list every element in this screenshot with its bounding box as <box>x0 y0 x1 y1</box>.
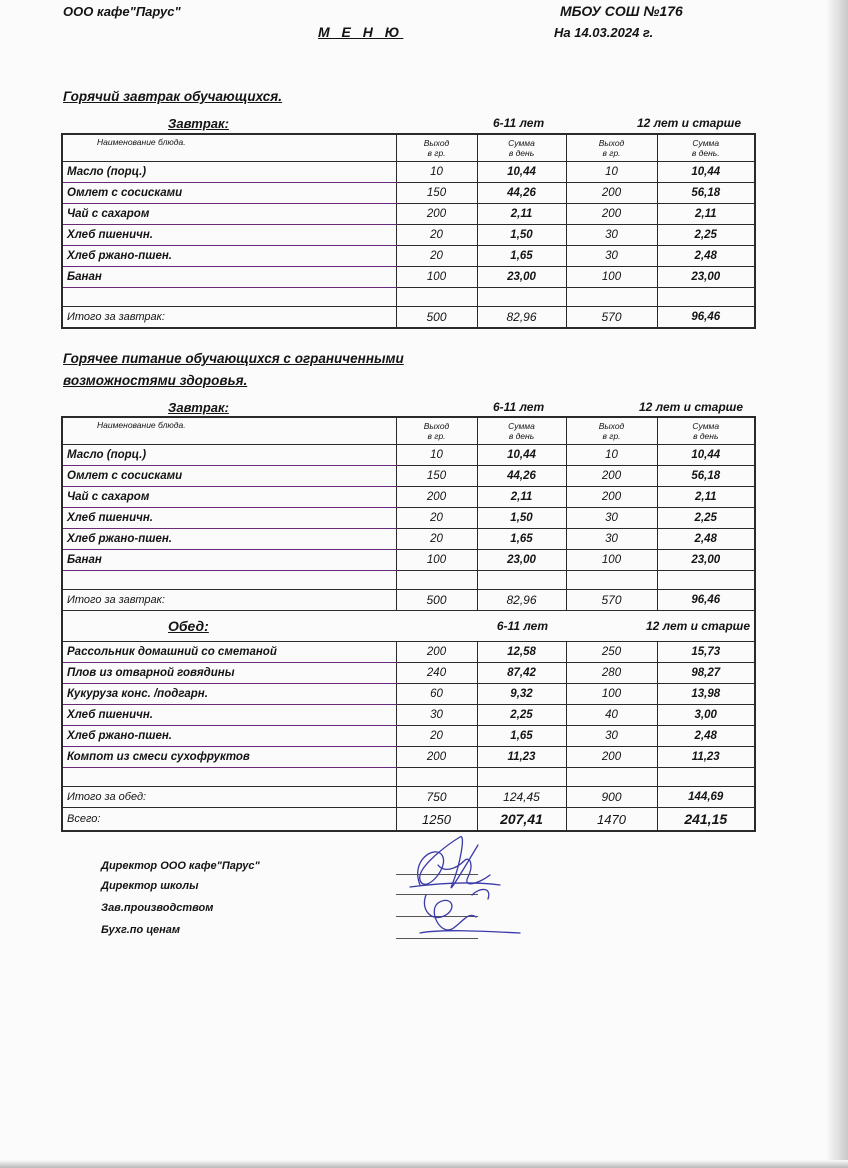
cell-out1: 200 <box>396 487 477 508</box>
cell-out1: 10 <box>396 162 477 183</box>
cell-out1: 100 <box>396 550 477 571</box>
grand-total-label: Всего: <box>62 808 396 832</box>
breakfast-total-row <box>62 590 755 611</box>
cell-sum2: 56,18 <box>657 183 755 204</box>
cell-sum1: 1,65 <box>477 726 566 747</box>
lunch-total-out1: 750 <box>396 787 477 808</box>
cell-sum1: 23,00 <box>477 267 566 288</box>
cell-sum1: 1,50 <box>477 225 566 246</box>
cell-sum1: 11,23 <box>477 747 566 768</box>
cell-sum2: 2,48 <box>657 529 755 550</box>
table-row <box>62 204 755 225</box>
sign-school-director: Директор школы <box>101 880 199 892</box>
company-name: ООО кафе"Парус" <box>63 4 181 19</box>
cell-sum2: 2,25 <box>657 508 755 529</box>
cell-out1: 20 <box>396 246 477 267</box>
cell-name: Хлеб пшеничн. <box>62 508 396 529</box>
col-out2-header: Выход в гр. <box>566 134 657 162</box>
table-row <box>62 487 755 508</box>
total-label: Итого за завтрак: <box>62 590 396 611</box>
cell-out1: 100 <box>396 267 477 288</box>
breakfast-label: Завтрак: <box>168 400 229 415</box>
cell-sum2: 10,44 <box>657 162 755 183</box>
cell-out1: 200 <box>396 204 477 225</box>
cell-name: Хлеб ржано-пшен. <box>62 529 396 550</box>
cell-out2: 100 <box>566 684 657 705</box>
lunch-total-sum1: 124,45 <box>477 787 566 808</box>
cell-out1: 20 <box>396 225 477 246</box>
age-group-1: 6-11 лет <box>493 116 545 130</box>
lunch-total-out2: 900 <box>566 787 657 808</box>
col-sum2-header: Сумма в день <box>657 417 755 445</box>
cell-out2: 200 <box>566 466 657 487</box>
col-sum1-header: Сумма в день <box>477 417 566 445</box>
total-sum2: 96,46 <box>657 590 755 611</box>
cell-out2: 100 <box>566 550 657 571</box>
table-row <box>62 183 755 204</box>
col-out2-header: Выход в гр. <box>566 417 657 445</box>
col-out1-header: Выход в гр. <box>396 134 477 162</box>
table-row <box>62 550 755 571</box>
blank-row <box>62 288 755 307</box>
cell-sum2: 98,27 <box>657 663 755 684</box>
cell-out2: 30 <box>566 246 657 267</box>
cell-sum2: 23,00 <box>657 550 755 571</box>
cell-sum2: 2,48 <box>657 726 755 747</box>
cell-name: Плов из отварной говядины <box>62 663 396 684</box>
grand-total-sum2: 241,15 <box>657 808 755 832</box>
cell-out1: 30 <box>396 705 477 726</box>
breakfast-label: Завтрак: <box>168 116 229 131</box>
special-needs-table <box>61 416 756 832</box>
cell-out2: 30 <box>566 529 657 550</box>
section2-title-line1: Горячее питание обучающихся с ограниченными <box>63 351 404 366</box>
cell-sum2: 13,98 <box>657 684 755 705</box>
cell-sum1: 2,11 <box>477 204 566 225</box>
total-out1: 500 <box>396 307 477 329</box>
col-sum2-header: Сумма в день. <box>657 134 755 162</box>
cell-out1: 150 <box>396 466 477 487</box>
cell-name: Хлеб ржано-пшен. <box>62 246 396 267</box>
cell-name: Чай с сахаром <box>62 487 396 508</box>
cell-name: Банан <box>62 267 396 288</box>
table-row <box>62 663 755 684</box>
cell-out1: 200 <box>396 747 477 768</box>
cell-out1: 150 <box>396 183 477 204</box>
cell-sum1: 1,65 <box>477 246 566 267</box>
scan-edge <box>826 0 848 1168</box>
cell-sum2: 15,73 <box>657 642 755 663</box>
cell-sum1: 23,00 <box>477 550 566 571</box>
table-row <box>62 642 755 663</box>
total-out2: 570 <box>566 307 657 329</box>
cell-sum1: 2,11 <box>477 487 566 508</box>
cell-sum2: 2,11 <box>657 204 755 225</box>
cell-out2: 100 <box>566 267 657 288</box>
cell-sum2: 56,18 <box>657 466 755 487</box>
cell-sum1: 2,25 <box>477 705 566 726</box>
cell-sum1: 44,26 <box>477 466 566 487</box>
table-row <box>62 705 755 726</box>
cell-sum1: 44,26 <box>477 183 566 204</box>
age-group-1: 6-11 лет <box>493 400 545 414</box>
age-group-2: 12 лет и старше <box>637 116 742 130</box>
breakfast-total-row <box>62 307 755 329</box>
cell-out2: 30 <box>566 726 657 747</box>
breakfast-table <box>61 133 756 329</box>
cell-out2: 200 <box>566 747 657 768</box>
cell-sum1: 1,65 <box>477 529 566 550</box>
cell-name: Хлеб пшеничн. <box>62 705 396 726</box>
grand-total-out2: 1470 <box>566 808 657 832</box>
grand-total-out1: 1250 <box>396 808 477 832</box>
table-header-row <box>62 134 755 162</box>
col-out1-header: Выход в гр. <box>396 417 477 445</box>
cell-out2: 10 <box>566 162 657 183</box>
cell-sum2: 11,23 <box>657 747 755 768</box>
cell-name: Банан <box>62 550 396 571</box>
lunch-total-row <box>62 787 755 808</box>
cell-name: Омлет с сосисками <box>62 466 396 487</box>
cell-out2: 40 <box>566 705 657 726</box>
cell-out2: 10 <box>566 445 657 466</box>
total-out1: 500 <box>396 590 477 611</box>
total-sum1: 82,96 <box>477 307 566 329</box>
section1-title: Горячий завтрак обучающихся. <box>63 89 282 104</box>
sign-production-head: Зав.производством <box>101 902 214 914</box>
table-header-row <box>62 417 755 445</box>
cell-out1: 20 <box>396 726 477 747</box>
cell-out2: 250 <box>566 642 657 663</box>
cell-out1: 200 <box>396 642 477 663</box>
table-row <box>62 225 755 246</box>
cell-sum2: 2,25 <box>657 225 755 246</box>
cell-name: Компот из смеси сухофруктов <box>62 747 396 768</box>
menu-date: На 14.03.2024 г. <box>554 25 654 40</box>
blank-row <box>62 768 755 787</box>
lunch-total-sum2: 144,69 <box>657 787 755 808</box>
cell-out1: 10 <box>396 445 477 466</box>
cell-name: Хлеб пшеничн. <box>62 225 396 246</box>
cell-sum1: 10,44 <box>477 162 566 183</box>
cell-out2: 200 <box>566 204 657 225</box>
cell-sum1: 87,42 <box>477 663 566 684</box>
lunch-age-group-1: 6-11 лет <box>396 611 566 642</box>
sign-cafe-director: Директор ООО кафе"Парус" <box>101 860 260 872</box>
cell-sum2: 3,00 <box>657 705 755 726</box>
col-name-header: Наименование блюда. <box>62 134 396 162</box>
section2-title-line2: возможностями здоровья. <box>63 373 248 388</box>
table-row <box>62 162 755 183</box>
cell-sum2: 23,00 <box>657 267 755 288</box>
page-title: М Е Н Ю <box>318 24 404 40</box>
table-row <box>62 508 755 529</box>
cell-sum1: 9,32 <box>477 684 566 705</box>
table-row <box>62 747 755 768</box>
cell-out1: 20 <box>396 529 477 550</box>
total-out2: 570 <box>566 590 657 611</box>
col-name-header: Наименование блюда. <box>62 417 396 445</box>
cell-name: Чай с сахаром <box>62 204 396 225</box>
total-sum1: 82,96 <box>477 590 566 611</box>
lunch-age-group-2: 12 лет и старше <box>566 611 755 642</box>
cell-name: Масло (порц.) <box>62 445 396 466</box>
cell-out2: 200 <box>566 487 657 508</box>
school-name: МБОУ СОШ №176 <box>560 3 683 19</box>
cell-name: Масло (порц.) <box>62 162 396 183</box>
section2-title <box>63 348 404 392</box>
cell-sum2: 2,48 <box>657 246 755 267</box>
grand-total-sum1: 207,41 <box>477 808 566 832</box>
cell-out2: 30 <box>566 508 657 529</box>
total-label: Итого за завтрак: <box>62 307 396 329</box>
cell-out1: 20 <box>396 508 477 529</box>
cell-name: Рассольник домашний со сметаной <box>62 642 396 663</box>
table-row <box>62 466 755 487</box>
sign-accountant: Бухг.по ценам <box>101 924 180 936</box>
cell-out2: 280 <box>566 663 657 684</box>
table-row <box>62 246 755 267</box>
table-row <box>62 684 755 705</box>
blank-row <box>62 571 755 590</box>
age-group-2: 12 лет и старше <box>639 400 744 414</box>
cell-name: Хлеб ржано-пшен. <box>62 726 396 747</box>
table-row <box>62 445 755 466</box>
table-row <box>62 726 755 747</box>
table-row <box>62 267 755 288</box>
cell-name: Кукуруза конс. /подгарн. <box>62 684 396 705</box>
cell-sum1: 1,50 <box>477 508 566 529</box>
scan-edge <box>0 1160 848 1168</box>
lunch-caption-row <box>62 611 755 642</box>
cell-sum1: 12,58 <box>477 642 566 663</box>
lunch-total-label: Итого за обед: <box>62 787 396 808</box>
cell-out1: 240 <box>396 663 477 684</box>
col-sum1-header: Сумма в день <box>477 134 566 162</box>
table-row <box>62 529 755 550</box>
cell-name: Омлет с сосисками <box>62 183 396 204</box>
cell-out2: 30 <box>566 225 657 246</box>
cell-out1: 60 <box>396 684 477 705</box>
cell-sum1: 10,44 <box>477 445 566 466</box>
handwritten-signature <box>380 825 530 955</box>
lunch-label: Обед: <box>62 611 396 642</box>
cell-sum2: 2,11 <box>657 487 755 508</box>
total-sum2: 96,46 <box>657 307 755 329</box>
cell-sum2: 10,44 <box>657 445 755 466</box>
cell-out2: 200 <box>566 183 657 204</box>
